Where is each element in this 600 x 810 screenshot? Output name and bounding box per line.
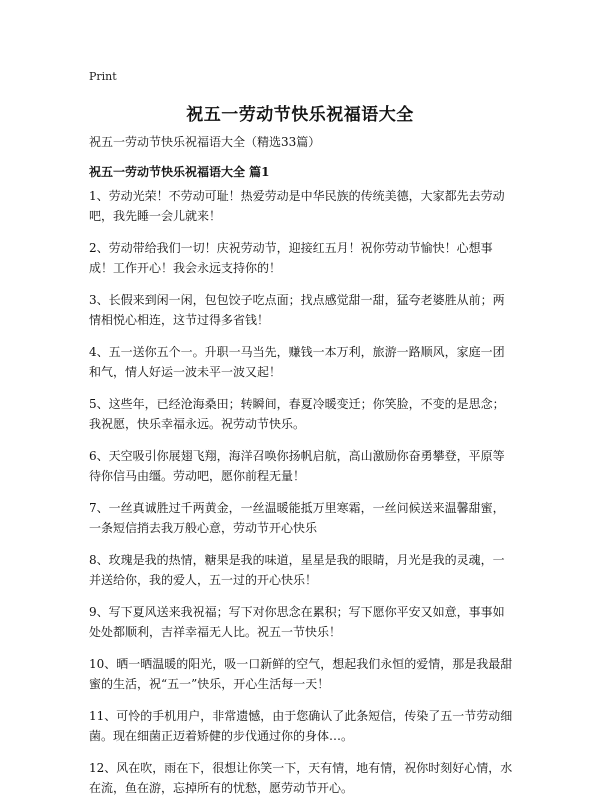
blessing-item: 6、天空吸引你展翅飞翔，海洋召唤你扬帆启航，高山激励你奋勇攀登，平原等待你信马由缰。劳动吧，愿你前程无量！ [89, 449, 505, 483]
blessing-item: 5、这些年，已经沧海桑田；转瞬间，春夏冷暖变迁；你笑脸，不变的是思念；我祝愿，快乐幸福永远。祝劳动节快乐。 [89, 397, 505, 431]
blessing-item: 1、劳动光荣！不劳动可耻！热爱劳动是中华民族的传统美德，大家都先去劳动吧，我先睡一会儿就来！ [89, 189, 505, 223]
document-subtitle: 祝五一劳动节快乐祝福语大全（精选33篇） [89, 135, 321, 149]
document-title: 祝五一劳动节快乐祝福语大全 [186, 105, 414, 125]
blessing-item: 9、写下夏风送来我祝福；写下对你思念在累积；写下愿你平安又如意，事事如处处都顺利，吉祥幸福无人比。祝五一节快乐！ [89, 605, 505, 639]
blessing-item: 8、玫瑰是我的热情，糖果是我的味道，星星是我的眼睛，月光是我的灵魂，一并送给你，我的爱人，五一过的开心快乐！ [89, 553, 505, 587]
section-heading: 祝五一劳动节快乐祝福语大全 篇1 [89, 165, 270, 179]
blessing-item: 2、劳动带给我们一切！庆祝劳动节，迎接红五月！祝你劳动节愉快！心想事成！工作开心！我会永远支持你的！ [89, 241, 493, 275]
blessing-item: 10、晒一晒温暖的阳光，吸一口新鲜的空气，想起我们永恒的爱情，那是我最甜蜜的生活，祝“五一”快乐，开心生活每一天！ [89, 657, 513, 691]
blessing-item: 4、五一送你五个一。升职一马当先，赚钱一本万利，旅游一路顺风，家庭一团和气，情人好运一波未平一波又起！ [89, 345, 505, 379]
blessing-item: 7、一丝真诚胜过千两黄金，一丝温暖能抵万里寒霜，一丝问候送来温馨甜蜜，一条短信捎去我万般心意，劳动节开心快乐 [89, 501, 505, 535]
blessing-item: 11、可怜的手机用户，非常遗憾，由于您确认了此条短信，传染了五一节劳动细菌。现在细菌正迈着矫健的步伐通过你的身体…。 [89, 709, 513, 743]
blessing-list [89, 186, 515, 810]
blessing-item: 3、长假来到闲一闲，包包饺子吃点面；找点感觉甜一甜，猛夸老婆胜从前；两情相悦心相连，这节过得多省钱！ [89, 293, 505, 327]
print-link[interactable]: Print [89, 70, 117, 83]
blessing-item: 12、风在吹，雨在下，很想让你笑一下，天有情，地有情，祝你时刻好心情，水在流，鱼在游，忘掉所有的忧愁，愿劳动节开心。 [89, 761, 513, 795]
